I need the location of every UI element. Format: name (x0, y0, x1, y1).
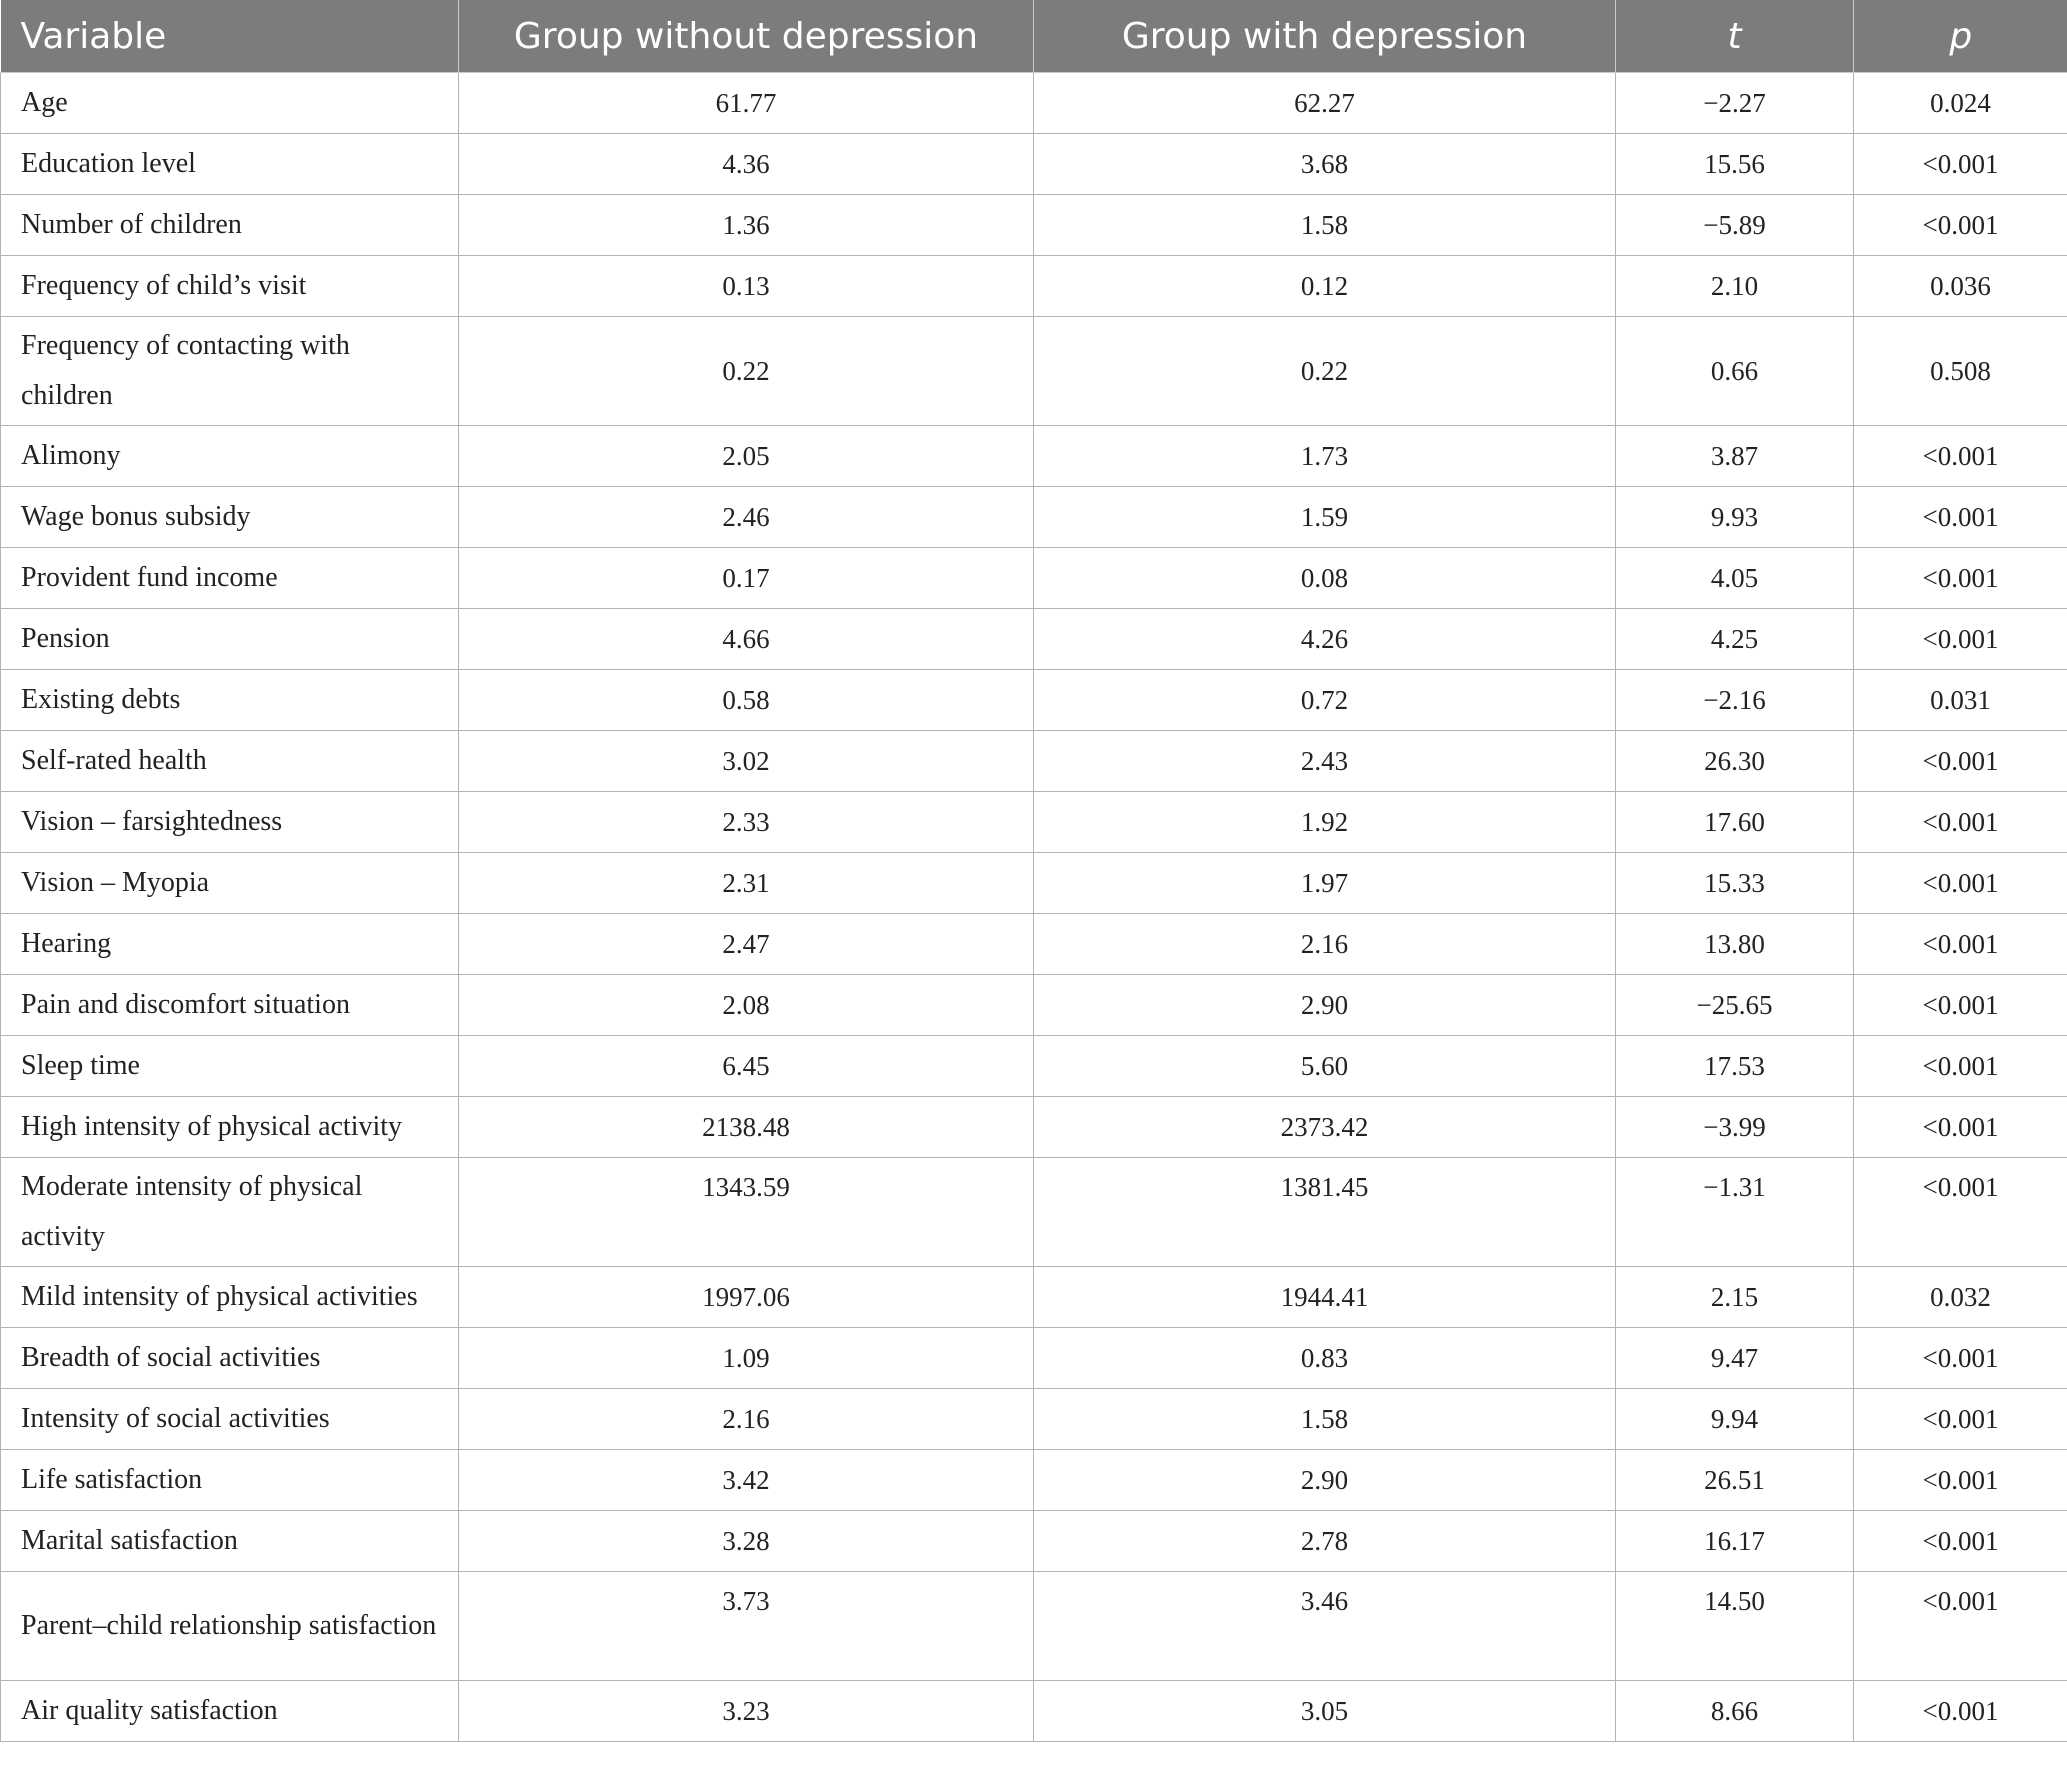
cell-with: 1.59 (1034, 487, 1616, 548)
cell-variable: Number of children (1, 195, 459, 256)
cell-with: 1.73 (1034, 426, 1616, 487)
cell-p: <0.001 (1854, 487, 2067, 548)
cell-without: 0.17 (459, 548, 1034, 609)
cell-with: 3.68 (1034, 134, 1616, 195)
cell-t: 4.05 (1616, 548, 1854, 609)
cell-p: <0.001 (1854, 1389, 2067, 1450)
cell-t: −2.27 (1616, 73, 1854, 134)
header-t: t (1616, 0, 1854, 73)
cell-without: 1997.06 (459, 1267, 1034, 1328)
table-row (1, 914, 2067, 975)
cell-without: 3.42 (459, 1450, 1034, 1511)
cell-with: 0.22 (1034, 317, 1616, 426)
table-row (1, 853, 2067, 914)
cell-variable: Frequency of contacting with children (1, 317, 459, 426)
cell-with: 0.12 (1034, 256, 1616, 317)
cell-p: <0.001 (1854, 548, 2067, 609)
cell-variable: Air quality satisfaction (1, 1681, 459, 1742)
cell-p: <0.001 (1854, 975, 2067, 1036)
header-variable: Variable (1, 0, 459, 73)
cell-t: 9.93 (1616, 487, 1854, 548)
cell-with: 1.58 (1034, 1389, 1616, 1450)
cell-with: 2.90 (1034, 975, 1616, 1036)
cell-variable: Breadth of social activities (1, 1328, 459, 1389)
cell-t: −3.99 (1616, 1097, 1854, 1158)
table-row (1, 1450, 2067, 1511)
cell-variable: Life satisfaction (1, 1450, 459, 1511)
cell-p: <0.001 (1854, 1036, 2067, 1097)
header-group-with-depression: Group with depression (1034, 0, 1616, 73)
cell-variable: Existing debts (1, 670, 459, 731)
cell-with: 1.97 (1034, 853, 1616, 914)
cell-p: <0.001 (1854, 195, 2067, 256)
cell-p: 0.031 (1854, 670, 2067, 731)
cell-t: 13.80 (1616, 914, 1854, 975)
cell-with: 5.60 (1034, 1036, 1616, 1097)
cell-with: 1.58 (1034, 195, 1616, 256)
cell-p: <0.001 (1854, 1450, 2067, 1511)
cell-without: 3.28 (459, 1511, 1034, 1572)
header-group-without-depression: Group without depression (459, 0, 1034, 73)
table-row (1, 73, 2067, 134)
cell-variable: Marital satisfaction (1, 1511, 459, 1572)
cell-p: <0.001 (1854, 914, 2067, 975)
cell-without: 1.36 (459, 195, 1034, 256)
cell-t: 17.53 (1616, 1036, 1854, 1097)
cell-t: 15.33 (1616, 853, 1854, 914)
cell-without: 0.22 (459, 317, 1034, 426)
cell-without: 61.77 (459, 73, 1034, 134)
cell-p: <0.001 (1854, 1328, 2067, 1389)
cell-without: 2.33 (459, 792, 1034, 853)
table-row (1, 1681, 2067, 1742)
cell-variable: Hearing (1, 914, 459, 975)
cell-t: 17.60 (1616, 792, 1854, 853)
table-row (1, 792, 2067, 853)
cell-t: 3.87 (1616, 426, 1854, 487)
cell-without: 4.36 (459, 134, 1034, 195)
table-row (1, 1328, 2067, 1389)
cell-without: 6.45 (459, 1036, 1034, 1097)
table-row (1, 975, 2067, 1036)
cell-variable: Provident fund income (1, 548, 459, 609)
table-body (1, 73, 2067, 1742)
cell-with: 2.43 (1034, 731, 1616, 792)
table-row (1, 134, 2067, 195)
cell-without: 2138.48 (459, 1097, 1034, 1158)
table-header (1, 0, 2067, 73)
cell-t: −25.65 (1616, 975, 1854, 1036)
header-row (1, 0, 2067, 73)
cell-without: 3.23 (459, 1681, 1034, 1742)
table-row (1, 1389, 2067, 1450)
cell-variable: Vision – farsightedness (1, 792, 459, 853)
table-row (1, 1036, 2067, 1097)
cell-with: 2373.42 (1034, 1097, 1616, 1158)
cell-variable: High intensity of physical activity (1, 1097, 459, 1158)
cell-variable: Pain and discomfort situation (1, 975, 459, 1036)
cell-p: 0.032 (1854, 1267, 2067, 1328)
table-row (1, 317, 2067, 426)
cell-t: 14.50 (1616, 1572, 1854, 1681)
cell-variable: Intensity of social activities (1, 1389, 459, 1450)
cell-p: <0.001 (1854, 426, 2067, 487)
cell-t: 2.10 (1616, 256, 1854, 317)
cell-p: 0.036 (1854, 256, 2067, 317)
cell-p: <0.001 (1854, 609, 2067, 670)
table-row (1, 1097, 2067, 1158)
cell-t: 9.94 (1616, 1389, 1854, 1450)
cell-t: 8.66 (1616, 1681, 1854, 1742)
table-row (1, 256, 2067, 317)
cell-with: 62.27 (1034, 73, 1616, 134)
cell-variable: Education level (1, 134, 459, 195)
header-p: p (1854, 0, 2067, 73)
cell-p: <0.001 (1854, 1511, 2067, 1572)
cell-without: 1.09 (459, 1328, 1034, 1389)
cell-variable: Moderate intensity of physical activity (1, 1158, 459, 1267)
cell-with: 0.83 (1034, 1328, 1616, 1389)
cell-without: 2.47 (459, 914, 1034, 975)
cell-without: 3.73 (459, 1572, 1034, 1681)
cell-with: 3.46 (1034, 1572, 1616, 1681)
cell-variable: Sleep time (1, 1036, 459, 1097)
cell-with: 1.92 (1034, 792, 1616, 853)
cell-variable: Self-rated health (1, 731, 459, 792)
cell-with: 2.16 (1034, 914, 1616, 975)
cell-with: 4.26 (1034, 609, 1616, 670)
cell-variable: Pension (1, 609, 459, 670)
cell-without: 0.58 (459, 670, 1034, 731)
table-row (1, 548, 2067, 609)
table-row (1, 731, 2067, 792)
cell-without: 2.05 (459, 426, 1034, 487)
cell-without: 2.16 (459, 1389, 1034, 1450)
cell-variable: Mild intensity of physical activities (1, 1267, 459, 1328)
cell-without: 2.08 (459, 975, 1034, 1036)
cell-with: 1381.45 (1034, 1158, 1616, 1267)
table-row (1, 1158, 2067, 1267)
cell-t: 9.47 (1616, 1328, 1854, 1389)
cell-t: 0.66 (1616, 317, 1854, 426)
table-row (1, 426, 2067, 487)
cell-p: <0.001 (1854, 1572, 2067, 1681)
cell-with: 0.72 (1034, 670, 1616, 731)
cell-t: −2.16 (1616, 670, 1854, 731)
cell-without: 0.13 (459, 256, 1034, 317)
cell-without: 1343.59 (459, 1158, 1034, 1267)
cell-t: −1.31 (1616, 1158, 1854, 1267)
cell-variable: Frequency of child’s visit (1, 256, 459, 317)
cell-variable: Vision – Myopia (1, 853, 459, 914)
cell-t: 26.51 (1616, 1450, 1854, 1511)
cell-with: 0.08 (1034, 548, 1616, 609)
cell-t: 16.17 (1616, 1511, 1854, 1572)
cell-p: 0.508 (1854, 317, 2067, 426)
cell-t: 4.25 (1616, 609, 1854, 670)
cell-p: <0.001 (1854, 134, 2067, 195)
cell-p: <0.001 (1854, 1097, 2067, 1158)
cell-p: 0.024 (1854, 73, 2067, 134)
cell-p: <0.001 (1854, 792, 2067, 853)
table-row (1, 1572, 2067, 1681)
table-row (1, 1511, 2067, 1572)
cell-t: 15.56 (1616, 134, 1854, 195)
cell-t: −5.89 (1616, 195, 1854, 256)
table-row (1, 487, 2067, 548)
cell-variable: Parent–child relationship satisfaction (1, 1572, 459, 1681)
table-row (1, 1267, 2067, 1328)
cell-without: 2.31 (459, 853, 1034, 914)
table-row (1, 609, 2067, 670)
cell-t: 26.30 (1616, 731, 1854, 792)
cell-with: 1944.41 (1034, 1267, 1616, 1328)
cell-with: 2.78 (1034, 1511, 1616, 1572)
cell-with: 2.90 (1034, 1450, 1616, 1511)
cell-without: 3.02 (459, 731, 1034, 792)
cell-p: <0.001 (1854, 853, 2067, 914)
table-row (1, 195, 2067, 256)
cell-with: 3.05 (1034, 1681, 1616, 1742)
cell-p: <0.001 (1854, 1158, 2067, 1267)
cell-t: 2.15 (1616, 1267, 1854, 1328)
cell-variable: Wage bonus subsidy (1, 487, 459, 548)
table-row (1, 670, 2067, 731)
cell-p: <0.001 (1854, 1681, 2067, 1742)
cell-without: 2.46 (459, 487, 1034, 548)
cell-without: 4.66 (459, 609, 1034, 670)
cell-variable: Age (1, 73, 459, 134)
cell-p: <0.001 (1854, 731, 2067, 792)
cell-variable: Alimony (1, 426, 459, 487)
